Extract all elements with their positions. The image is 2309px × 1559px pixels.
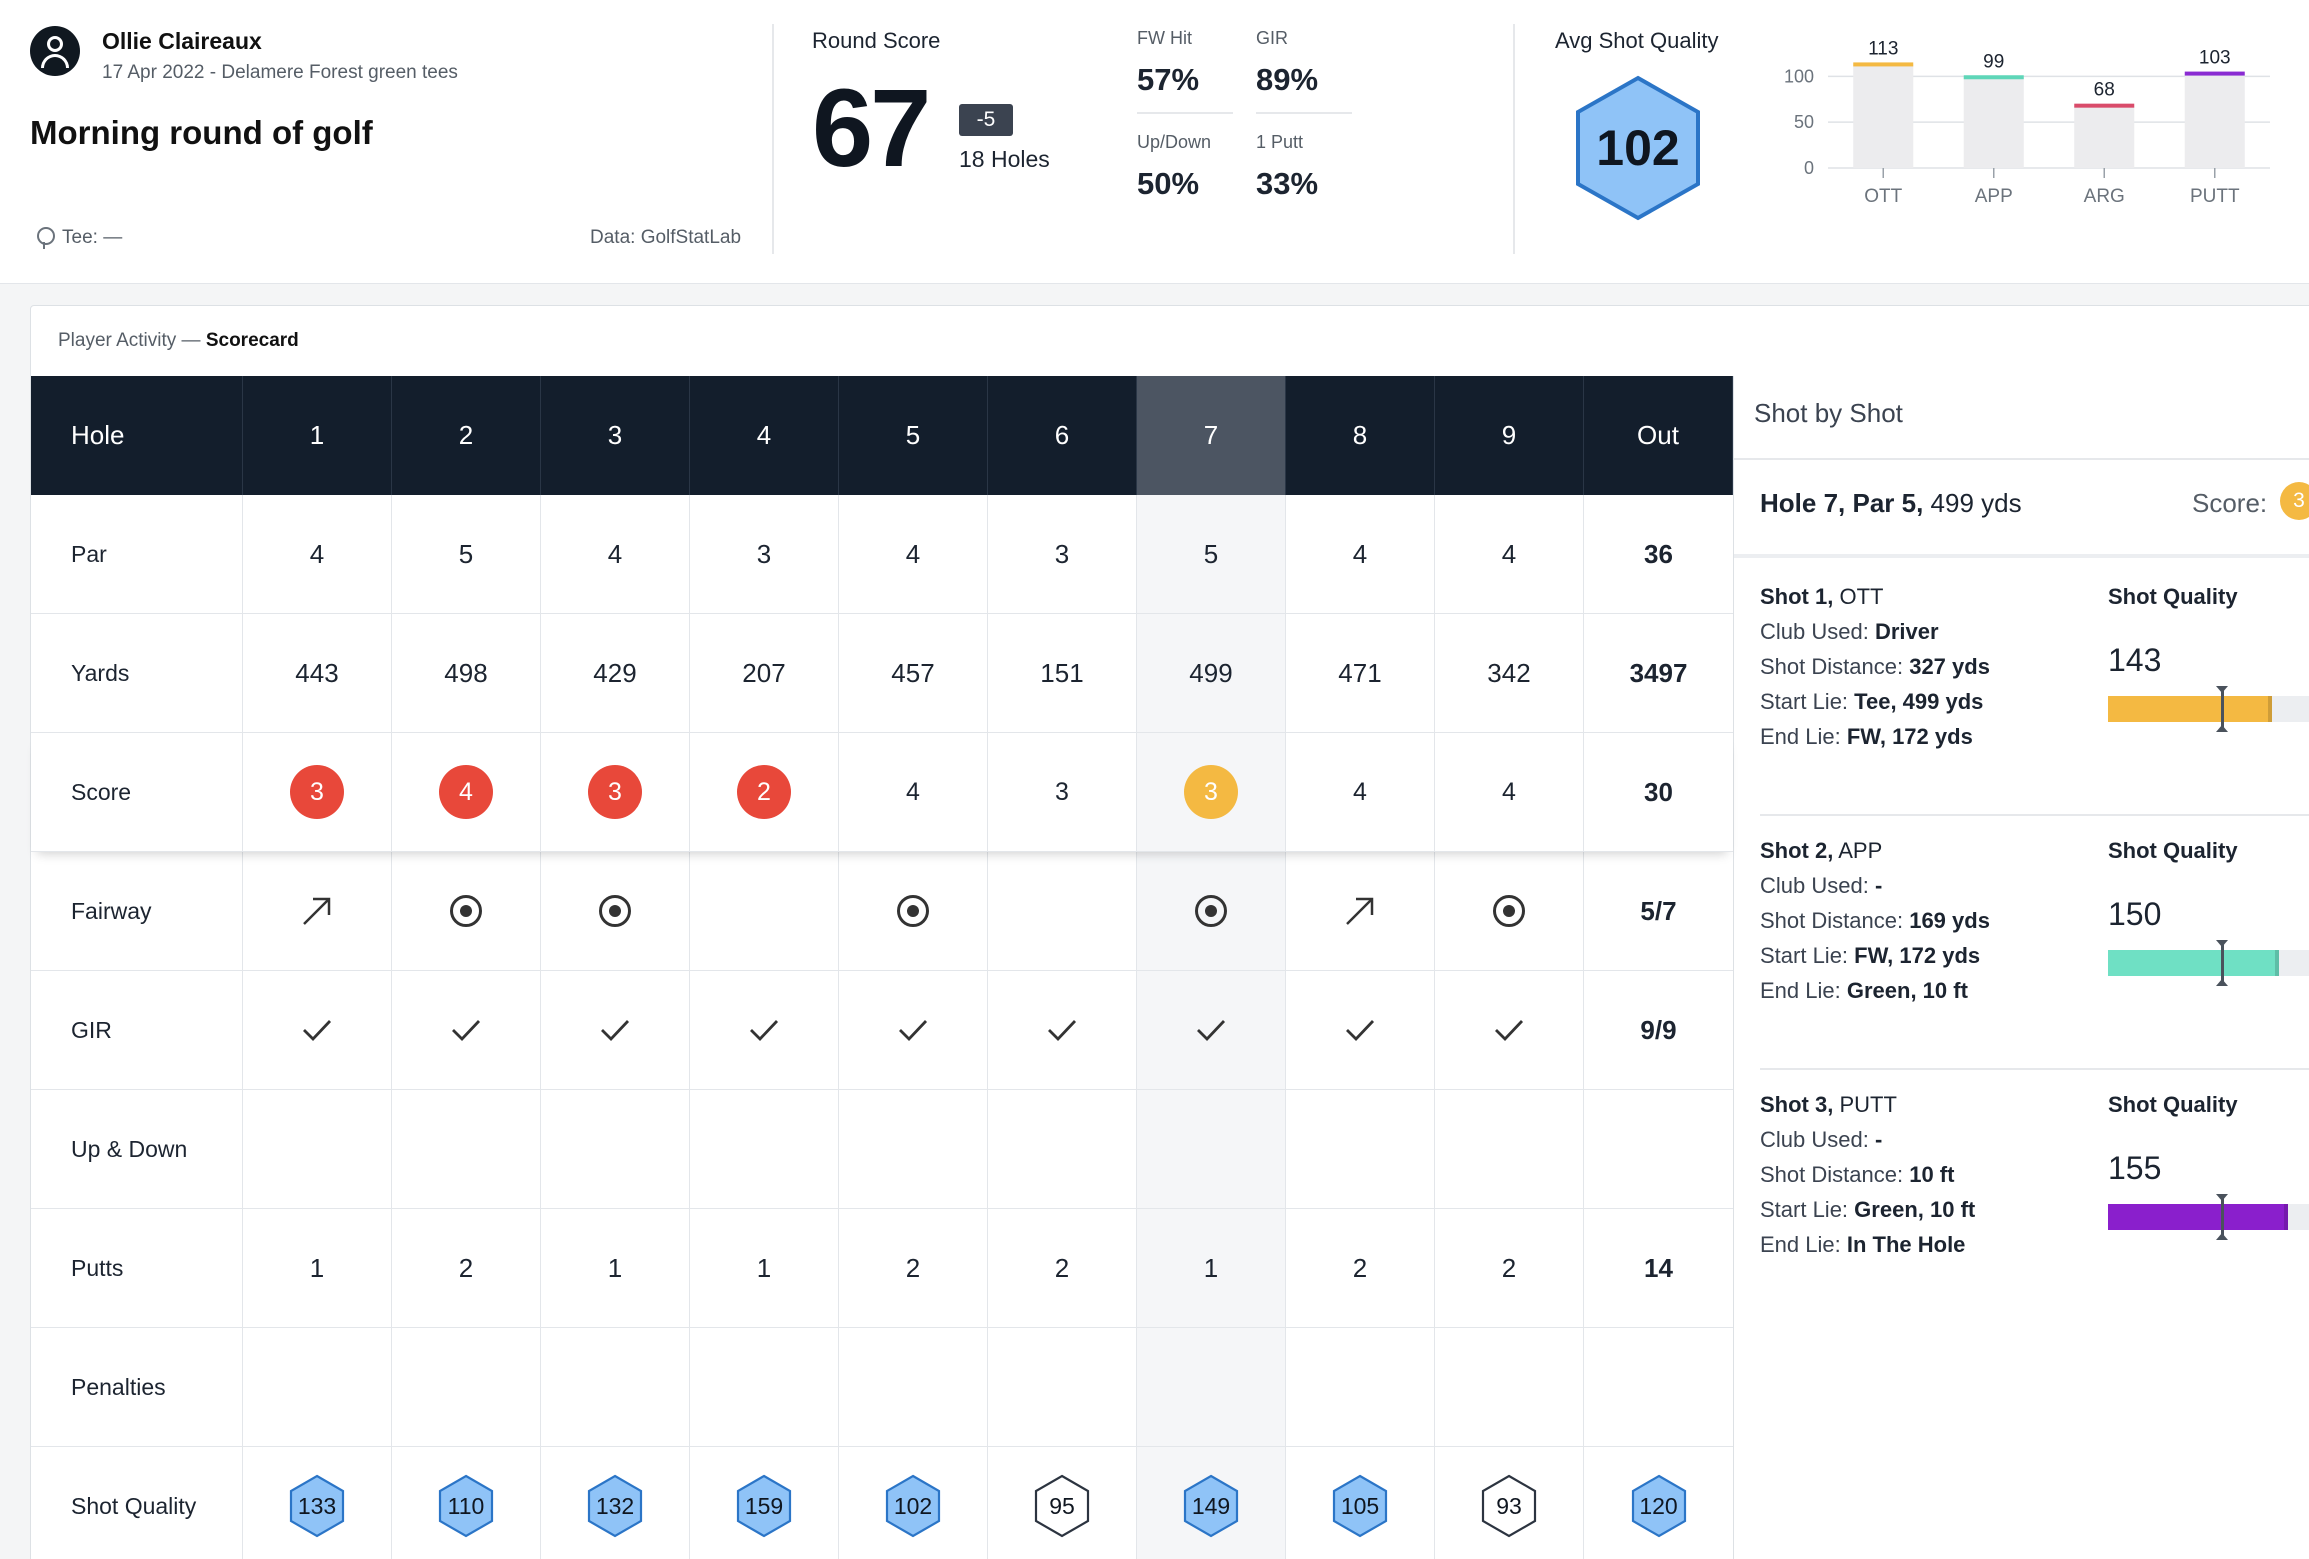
shot-quality-value: 159 xyxy=(744,1492,784,1519)
score-value: 3 xyxy=(588,765,642,819)
shot-end-lie-value: In The Hole xyxy=(1846,1232,1966,1257)
yards-cell: 342 xyxy=(1435,614,1584,733)
putts-cell: 1 xyxy=(243,1209,392,1328)
gir-cell xyxy=(1435,971,1584,1090)
breadcrumb xyxy=(58,330,299,352)
shot-club-value: - xyxy=(1874,1127,1883,1152)
shot-quality-badge xyxy=(437,1474,495,1538)
gir-cell xyxy=(541,971,690,1090)
gir-cell xyxy=(690,971,839,1090)
updown-cell xyxy=(392,1090,541,1209)
benchmark-marker xyxy=(2221,1196,2224,1238)
hole-header-6[interactable]: 6 xyxy=(988,376,1137,495)
shot-quality-value: 120 xyxy=(1639,1492,1678,1519)
updown-cell xyxy=(1286,1090,1435,1209)
hole-header-3[interactable]: 3 xyxy=(541,376,690,495)
fairway-cell xyxy=(392,852,541,971)
gir-cell xyxy=(1137,971,1286,1090)
hole-header-out: Out xyxy=(1584,376,1733,495)
shot-club-value: - xyxy=(1874,873,1883,898)
shot-end-lie-value: FW, 172 yds xyxy=(1846,724,1973,749)
shot_quality-cell xyxy=(1286,1447,1435,1559)
shot_quality-cell xyxy=(1435,1447,1584,1559)
shot_quality-cell xyxy=(243,1447,392,1559)
shot-distance-value: 327 yds xyxy=(1909,654,1990,679)
fairway-cell xyxy=(243,852,392,971)
target-icon xyxy=(897,895,929,927)
par-cell: 4 xyxy=(1286,495,1435,614)
updown-value: 50% xyxy=(1137,166,1200,201)
score-value: 4 xyxy=(1502,777,1516,806)
shot-quality-bar xyxy=(2108,696,2309,722)
score-value: 3 xyxy=(1055,777,1069,806)
updown-cell xyxy=(690,1090,839,1209)
shot_quality-total xyxy=(1584,1447,1733,1559)
par-cell: 4 xyxy=(1435,495,1584,614)
updown-cell xyxy=(1137,1090,1286,1209)
updown-cell xyxy=(988,1090,1137,1209)
hole-par-label: Hole 7, Par 5, xyxy=(1760,488,1924,518)
shot-quality-badge xyxy=(1331,1474,1389,1538)
shot-quality-bar xyxy=(2108,950,2309,976)
fairway-cell xyxy=(1137,852,1286,971)
par-cell: 4 xyxy=(243,495,392,614)
par-cell: 4 xyxy=(839,495,988,614)
one-putt-label: 1 Putt xyxy=(1256,132,1304,152)
shot-club xyxy=(1760,1127,1882,1153)
shot-quality-value: 110 xyxy=(447,1492,485,1519)
fairway-cell xyxy=(1435,852,1584,971)
shot-title-value: OTT xyxy=(1839,584,1884,609)
gir-row xyxy=(31,971,1733,1090)
shot-quality-value: 102 xyxy=(893,1492,933,1519)
shot-card[interactable] xyxy=(1734,816,2309,1070)
yards-cell: 498 xyxy=(392,614,541,733)
divider xyxy=(1513,24,1515,254)
par-label: Par xyxy=(31,495,243,614)
bar-value-label: 68 xyxy=(2093,79,2115,101)
shot-quality-value: 132 xyxy=(595,1492,635,1519)
bar-value-label: 103 xyxy=(2198,47,2231,69)
shot-distance xyxy=(1760,1162,1954,1188)
putts-cell: 1 xyxy=(690,1209,839,1328)
person-icon xyxy=(47,36,63,52)
shot-start-lie xyxy=(1760,943,1980,969)
shot-distance xyxy=(1760,654,1990,680)
putts-cell: 1 xyxy=(1137,1209,1286,1328)
bar-value-label: 113 xyxy=(1868,40,1899,60)
avg-shot-quality-value: 102 xyxy=(1596,120,1680,176)
yards-cell: 151 xyxy=(988,614,1137,733)
shot-title-label: Shot 1, xyxy=(1760,584,1834,609)
penalties-cell xyxy=(1137,1328,1286,1447)
player-name[interactable]: Ollie Claireaux xyxy=(102,28,262,54)
par-cell: 4 xyxy=(541,495,690,614)
shot-quality-badge xyxy=(884,1474,942,1538)
score-value: 4 xyxy=(439,765,493,819)
shot-by-shot-score: 3 xyxy=(2280,482,2309,520)
score-label: Score xyxy=(31,733,243,852)
score-value: 4 xyxy=(906,777,920,806)
bar-putt xyxy=(2185,74,2245,168)
yards-total: 3497 xyxy=(1584,614,1733,733)
scorecard-panel xyxy=(30,305,2309,1559)
target-icon xyxy=(450,895,482,927)
shot-distance-label: Shot Distance: xyxy=(1760,908,1904,933)
avatar[interactable] xyxy=(30,26,80,76)
score-value: 3 xyxy=(290,765,344,819)
shot-start-lie-label: Start Lie: xyxy=(1760,1197,1849,1222)
score-value: 3 xyxy=(1184,765,1238,819)
round-date: 17 Apr 2022 - Delamere Forest green tees xyxy=(102,62,458,83)
check-icon xyxy=(1344,1016,1376,1044)
target-icon xyxy=(1195,895,1227,927)
yards-cell: 471 xyxy=(1286,614,1435,733)
divider xyxy=(772,24,774,254)
shot_quality-label: Shot Quality xyxy=(31,1447,243,1559)
shot-club xyxy=(1760,619,1939,645)
shot-card[interactable] xyxy=(1734,1070,2309,1324)
updown-cell xyxy=(243,1090,392,1209)
shot-quality-bar-fill xyxy=(2108,950,2279,976)
one-putt-value: 33% xyxy=(1256,166,1319,201)
shot-start-lie-value: Tee, 499 yds xyxy=(1854,689,1984,714)
hole-header-2[interactable]: 2 xyxy=(392,376,541,495)
par-cell: 3 xyxy=(690,495,839,614)
y-tick-label: 50 xyxy=(1793,112,1814,133)
fw-hit-value: 57% xyxy=(1137,62,1200,97)
shot-title xyxy=(1760,1092,1897,1118)
penalties-cell xyxy=(243,1328,392,1447)
hole-header-label: Hole xyxy=(31,376,243,495)
shot-quality-badge xyxy=(1182,1474,1240,1538)
hole-header-9[interactable]: 9 xyxy=(1435,376,1584,495)
shot-by-shot-hole xyxy=(1760,488,2022,519)
round-title: Morning round of golf xyxy=(30,114,373,151)
x-tick-label: APP xyxy=(1974,186,2013,207)
shot-quality-label: Shot Quality xyxy=(2108,584,2238,609)
putts-cell: 1 xyxy=(541,1209,690,1328)
shot-quality-value: 155 xyxy=(2108,1150,2162,1186)
divider xyxy=(1256,112,1352,114)
putts-cell: 2 xyxy=(1286,1209,1435,1328)
par-cell: 5 xyxy=(392,495,541,614)
score-total: 30 xyxy=(1584,733,1733,852)
shot-quality-value: 133 xyxy=(297,1492,337,1519)
score-cell xyxy=(1435,733,1584,852)
updown-total xyxy=(1584,1090,1733,1209)
shot_quality-cell xyxy=(839,1447,988,1559)
shot-title xyxy=(1760,584,1883,610)
shot-quality-badge xyxy=(586,1474,644,1538)
round-header xyxy=(0,0,2309,284)
x-tick-label: ARG xyxy=(2083,186,2125,207)
penalties-row xyxy=(31,1328,1733,1447)
shot-title-label: Shot 3, xyxy=(1760,1092,1834,1117)
golf-tee-icon xyxy=(34,227,54,249)
shot_quality-row xyxy=(31,1447,1733,1559)
tee-info xyxy=(34,227,122,249)
shot-start-lie xyxy=(1760,1197,1975,1223)
gir-cell xyxy=(1286,971,1435,1090)
hole-header-1[interactable]: 1 xyxy=(243,376,392,495)
putts-row xyxy=(31,1209,1733,1328)
shot-end-lie-label: End Lie: xyxy=(1760,1232,1841,1257)
yards-cell: 457 xyxy=(839,614,988,733)
fairway-label: Fairway xyxy=(31,852,243,971)
yards-cell: 499 xyxy=(1137,614,1286,733)
yards-cell: 443 xyxy=(243,614,392,733)
round-score-value: 67 xyxy=(812,67,929,190)
breadcrumb-current: Scorecard xyxy=(205,330,299,351)
shot-by-shot-title: Shot by Shot xyxy=(1754,398,1903,428)
shot-title-value: APP xyxy=(1838,838,1883,863)
penalties-total xyxy=(1584,1328,1733,1447)
hole-row xyxy=(31,376,1733,495)
shot-quality-badge xyxy=(735,1474,793,1538)
score-cell xyxy=(243,733,392,852)
shot-start-lie-value: Green, 10 ft xyxy=(1854,1197,1976,1222)
shot-distance-label: Shot Distance: xyxy=(1760,1162,1904,1187)
check-icon xyxy=(897,1016,929,1044)
target-icon xyxy=(1493,895,1525,927)
shot-distance-value: 10 ft xyxy=(1909,1162,1955,1187)
shot-quality-label: Shot Quality xyxy=(2108,838,2238,863)
penalties-cell xyxy=(1286,1328,1435,1447)
shot-quality-value: 149 xyxy=(1191,1492,1231,1519)
shot-title xyxy=(1760,838,1882,864)
shot-quality-value: 95 xyxy=(1049,1492,1075,1519)
shot-club xyxy=(1760,873,1882,899)
putts-cell: 2 xyxy=(839,1209,988,1328)
avg-shot-quality-label: Avg Shot Quality xyxy=(1555,28,1719,53)
score-row xyxy=(31,733,1733,852)
hole-header-8[interactable]: 8 xyxy=(1286,376,1435,495)
score-cell xyxy=(1286,733,1435,852)
data-source: Data: GolfStatLab xyxy=(590,227,742,248)
shot-quality-badge xyxy=(288,1474,346,1538)
arrow-up-right-icon xyxy=(299,893,335,929)
updown-row xyxy=(31,1090,1733,1209)
gir-cell xyxy=(392,971,541,1090)
score-cell xyxy=(1137,733,1286,852)
par-cell: 5 xyxy=(1137,495,1286,614)
fairway-cell xyxy=(839,852,988,971)
fairway-cell xyxy=(1286,852,1435,971)
shot-by-shot-score-label: Score: xyxy=(2192,488,2268,518)
shot-start-lie-label: Start Lie: xyxy=(1760,689,1849,714)
scorecard-table xyxy=(31,376,1733,1559)
penalties-cell xyxy=(690,1328,839,1447)
updown-cell xyxy=(839,1090,988,1209)
bar-cap-app xyxy=(1964,75,2024,79)
shot-club-label: Club Used: xyxy=(1760,1127,1869,1152)
bar-arg xyxy=(2074,106,2134,168)
gir-total: 9/9 xyxy=(1584,971,1733,1090)
yards-cell: 429 xyxy=(541,614,690,733)
bar-cap-putt xyxy=(2185,72,2245,76)
penalties-cell xyxy=(541,1328,690,1447)
putts-cell: 2 xyxy=(988,1209,1137,1328)
score-value: 2 xyxy=(737,765,791,819)
benchmark-marker xyxy=(2221,688,2224,730)
shot-quality-value: 143 xyxy=(2108,642,2162,678)
score-cell xyxy=(839,733,988,852)
fairway-cell xyxy=(690,852,839,971)
shot-end-lie-value: Green, 10 ft xyxy=(1846,978,1968,1003)
shot_quality-cell xyxy=(988,1447,1137,1559)
yards-row xyxy=(31,614,1733,733)
target-icon xyxy=(599,895,631,927)
fw-hit-label: FW Hit xyxy=(1137,28,1192,48)
gir-cell xyxy=(243,971,392,1090)
shot-quality-bar-end xyxy=(2284,1204,2288,1230)
shot-end-lie xyxy=(1760,724,1973,750)
x-tick-label: PUTT xyxy=(2189,186,2240,207)
bar-ott xyxy=(1853,64,1913,168)
penalties-cell xyxy=(392,1328,541,1447)
penalties-label: Penalties xyxy=(31,1328,243,1447)
to-par-badge: -5 xyxy=(959,104,1013,136)
bar-cap-ott xyxy=(1853,62,1913,66)
divider xyxy=(1137,112,1233,114)
score-cell xyxy=(541,733,690,852)
fairway-total: 5/7 xyxy=(1584,852,1733,971)
gir-label: GIR xyxy=(1256,28,1289,48)
hole-yards: 499 yds xyxy=(1930,488,2022,518)
shot-quality-bar-fill xyxy=(2108,1204,2288,1230)
check-icon xyxy=(1195,1016,1227,1044)
hole-header-7[interactable]: 7 xyxy=(1137,376,1286,495)
y-tick-label: 100 xyxy=(1783,66,1814,87)
shot_quality-cell xyxy=(392,1447,541,1559)
shot-quality-bar-end xyxy=(2275,950,2279,976)
updown-label: Up/Down xyxy=(1137,132,1212,152)
par-row xyxy=(31,495,1733,614)
shot-quality-total-badge xyxy=(1630,1474,1688,1538)
holes-label: 18 Holes xyxy=(959,146,1050,172)
penalties-cell xyxy=(1435,1328,1584,1447)
shot-end-lie-label: End Lie: xyxy=(1760,724,1841,749)
arrow-up-right-icon xyxy=(1342,893,1378,929)
round-score-label: Round Score xyxy=(812,28,941,53)
bar-app xyxy=(1964,77,2024,168)
shot-quality-label: Shot Quality xyxy=(2108,1092,2238,1117)
gir-cell xyxy=(839,971,988,1090)
shot-quality-badge xyxy=(1480,1474,1538,1538)
check-icon xyxy=(301,1016,333,1044)
updown-cell xyxy=(1435,1090,1584,1209)
breadcrumb-parent[interactable]: Player Activity — xyxy=(58,330,206,351)
bar-value-label: 99 xyxy=(1983,51,2005,73)
score-value: 4 xyxy=(1353,777,1367,806)
shot-quality-value: 150 xyxy=(2108,896,2162,932)
shot-category-chart xyxy=(1770,40,2280,230)
score-cell xyxy=(690,733,839,852)
shot-start-lie xyxy=(1760,689,1983,715)
updown-label: Up & Down xyxy=(31,1090,243,1209)
check-icon xyxy=(1046,1016,1078,1044)
score-cell xyxy=(988,733,1137,852)
shot-quality-bar xyxy=(2108,1204,2309,1230)
shot-distance xyxy=(1760,908,1990,934)
yards-cell: 207 xyxy=(690,614,839,733)
shot-by-shot-panel xyxy=(1733,376,2309,1559)
shot_quality-cell xyxy=(1137,1447,1286,1559)
shot-quality-bar-end xyxy=(2268,696,2272,722)
shot-club-label: Club Used: xyxy=(1760,619,1869,644)
shot-quality-value: 105 xyxy=(1340,1492,1380,1519)
gir-cell xyxy=(988,971,1137,1090)
hole-header-4[interactable]: 4 xyxy=(690,376,839,495)
shot-distance-value: 169 yds xyxy=(1909,908,1990,933)
putts-label: Putts xyxy=(31,1209,243,1328)
check-icon xyxy=(450,1016,482,1044)
fairway-row xyxy=(31,852,1733,971)
x-tick-label: OTT xyxy=(1864,186,1903,207)
shot-end-lie xyxy=(1760,1232,1965,1258)
benchmark-marker xyxy=(2221,942,2224,984)
score-cell xyxy=(392,733,541,852)
putts-cell: 2 xyxy=(1435,1209,1584,1328)
gir-value: 89% xyxy=(1256,62,1319,97)
fairway-cell xyxy=(988,852,1137,971)
hole-header-5[interactable]: 5 xyxy=(839,376,988,495)
shot-title-label: Shot 2, xyxy=(1760,838,1834,863)
yards-label: Yards xyxy=(31,614,243,733)
shot_quality-cell xyxy=(541,1447,690,1559)
penalties-cell xyxy=(839,1328,988,1447)
gir-label: GIR xyxy=(31,971,243,1090)
divider xyxy=(1734,554,2309,558)
shot-club-label: Club Used: xyxy=(1760,873,1869,898)
shot-quality-bar-fill xyxy=(2108,696,2272,722)
tee-label: Tee: — xyxy=(62,227,123,248)
updown-cell xyxy=(541,1090,690,1209)
shot-club-value: Driver xyxy=(1874,619,1939,644)
check-icon xyxy=(1493,1016,1525,1044)
check-icon xyxy=(748,1016,780,1044)
check-icon xyxy=(599,1016,631,1044)
shot-end-lie-label: End Lie: xyxy=(1760,978,1841,1003)
divider xyxy=(1734,458,2309,460)
shot-title-value: PUTT xyxy=(1839,1092,1897,1117)
putts-total: 14 xyxy=(1584,1209,1733,1328)
shot-card[interactable] xyxy=(1734,562,2309,816)
shot-start-lie-value: FW, 172 yds xyxy=(1854,943,1981,968)
par-cell: 3 xyxy=(988,495,1137,614)
y-tick-label: 0 xyxy=(1803,158,1814,178)
fairway-cell xyxy=(541,852,690,971)
shot-distance-label: Shot Distance: xyxy=(1760,654,1904,679)
bar-cap-arg xyxy=(2074,104,2134,108)
shot_quality-cell xyxy=(690,1447,839,1559)
par-total: 36 xyxy=(1584,495,1733,614)
shot-quality-value: 93 xyxy=(1496,1492,1522,1519)
penalties-cell xyxy=(988,1328,1137,1447)
shot-end-lie xyxy=(1760,978,1968,1004)
putts-cell: 2 xyxy=(392,1209,541,1328)
shot-quality-badge xyxy=(1033,1474,1091,1538)
shot-start-lie-label: Start Lie: xyxy=(1760,943,1849,968)
